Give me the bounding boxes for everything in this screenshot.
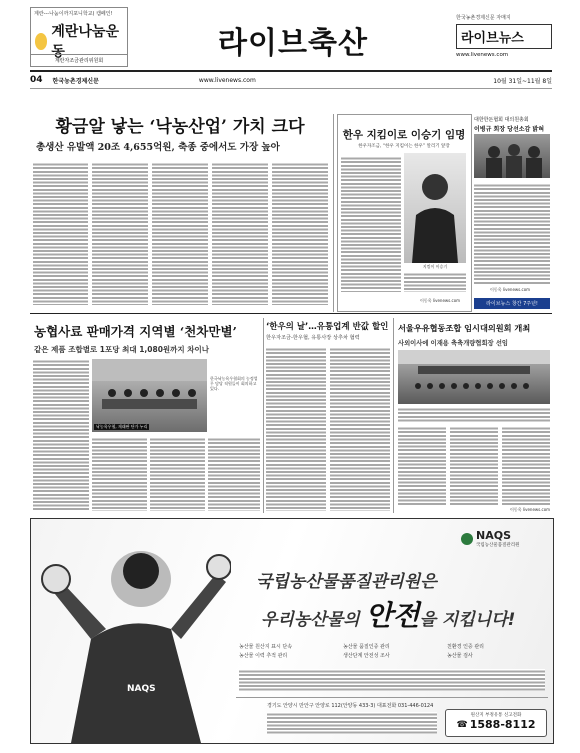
sidebar-photo — [474, 134, 550, 178]
article3-photo — [92, 359, 207, 432]
ad-footer-rule — [236, 697, 548, 698]
article5-subhead: 사외이사에 이재용 축축개량협회장 선임 — [398, 340, 508, 347]
article3-headline: 농협사료 판매가격 지역별 ‘천차만별’ — [34, 324, 237, 339]
masthead-title: 라이브축산 — [218, 26, 368, 61]
article5-col-2 — [450, 426, 498, 506]
article3-col-4 — [208, 437, 260, 511]
ad-phone-box — [445, 709, 547, 737]
ad-slogan-big: 안전 — [365, 599, 420, 632]
service-item: 농산물 검사 — [447, 653, 473, 659]
left-badge — [30, 7, 128, 67]
article3-col-3 — [150, 437, 205, 511]
article2-photo — [404, 153, 466, 263]
ad-services — [239, 643, 545, 659]
sidebar-text — [474, 183, 550, 285]
info-bar-top-rule — [30, 70, 552, 72]
article5-col-3 — [502, 426, 550, 506]
article3-photo-caption: 낙농육우협, 재래판 단가 누리 — [96, 424, 148, 429]
service-item: 농산물 이력 추적 관리 — [239, 653, 288, 659]
ad-brand-sub: 국립농산물품질관리원 — [476, 543, 520, 548]
ad-phone-number: 1588-8112 — [469, 718, 536, 731]
sidebar-subtitle: 이병규 회장 당선소감 밝혀 — [474, 126, 545, 133]
article5-headline: 서울우유협동조합 임시대의원회 개최 — [398, 323, 531, 333]
meeting-crowd-icon — [474, 134, 550, 178]
info-bar — [30, 74, 552, 86]
col-divider — [333, 114, 334, 312]
service-item: 농산물 품질인증 관리 — [343, 644, 390, 650]
article5-photo — [398, 350, 550, 404]
ad-slogan-part-b: 을 지킵니다! — [419, 610, 516, 630]
right-badge — [456, 14, 552, 66]
article3-col-1 — [33, 359, 89, 511]
naqs-logo-icon — [461, 533, 473, 545]
article5-byline: 이동욱 livenews.com — [510, 507, 551, 512]
info-bar-bottom-rule — [30, 88, 552, 89]
conference-room-icon — [92, 359, 207, 432]
service-item: 생산단계 안전성 조사 — [343, 653, 390, 659]
ad-slogan-line2 — [261, 594, 515, 634]
sidebar-ad-line: 라이브뉴스 창간 7주년! — [474, 298, 550, 309]
ad-service-details — [239, 669, 545, 691]
article3-col-2 — [92, 437, 147, 511]
sidebar-title: 대한한돈협회 대의원총회 — [474, 117, 529, 123]
ad-contacts — [267, 712, 437, 734]
section-rule-1 — [30, 313, 552, 314]
article5-photo-note — [398, 407, 550, 422]
goalkeeper-illustration — [31, 519, 231, 743]
ad-brand: NAQS — [476, 529, 511, 542]
paper-name: 한국농촌경제신문 — [52, 77, 99, 85]
article1-col-2 — [92, 162, 148, 305]
right-badge-title: 라이브뉴스 — [456, 24, 552, 49]
ad-slogan-line1: 국립농산물품질관리원은 — [256, 572, 437, 592]
article2-subhead: 한우자조금, “한우 지킴이는 한우” 알리기 앞장 — [358, 144, 450, 149]
service-item: 농산물 원산지 표시 단속 — [239, 644, 293, 650]
article1-col-1 — [33, 162, 88, 305]
site-url: www.livenews.com — [198, 76, 256, 84]
ad-address: 경기도 안양시 만안구 안양로 112(안양동 433-3) 대표전화 031-446-0124 — [267, 703, 434, 709]
article1-subhead: 총생산 유발액 20조 4,655억원, 축종 중에서도 가장 높아 — [36, 142, 280, 153]
article2-byline: 이동욱 livenews.com — [420, 298, 461, 303]
article3-photo-note: 한국낙농육우협회의 농정업무 담당 직원들이 회의하고 있다. — [210, 376, 258, 391]
article1-headline: 황금알 낳는 ‘낙농산업’ 가치 크다 — [55, 117, 305, 137]
ad-slogan-part-a: 우리농산물의 — [261, 610, 366, 630]
sidebar-byline: 이동욱 livenews.com — [490, 287, 531, 292]
article2-photo-caption: 지킴이 이승기 — [422, 264, 448, 269]
left-badge-tagline: 계란---나눔이까지포니학교) 캠페인! — [34, 11, 113, 17]
page-number: 04 — [30, 75, 43, 85]
article1-col-4 — [212, 162, 268, 305]
assembly-hall-icon — [398, 350, 550, 404]
article2-col-2 — [404, 272, 466, 292]
ad-box — [30, 518, 554, 744]
issue-date: 10월 31일~11월 8일 — [493, 77, 552, 85]
left-badge-title: 계란나눔운동 — [51, 24, 119, 60]
naqs-jersey-label: NAQS — [127, 684, 156, 694]
right-badge-url: www.livenews.com — [456, 52, 509, 58]
article2-col-1 — [341, 156, 401, 292]
article4-headline: ‘한우의 날’…유통업계 반값 할인 — [266, 322, 389, 332]
service-item: 친환경 인증 관리 — [447, 644, 484, 650]
phone-icon: ☎ — [456, 719, 468, 730]
article1-col-5 — [272, 162, 328, 305]
col-divider-3 — [393, 318, 394, 513]
left-badge-sub: 계란자조금관리위원회 — [31, 54, 127, 66]
ad-logo — [461, 529, 519, 548]
col-divider-2 — [263, 318, 264, 513]
article4-subhead: 한우자조금-한우협, 유통사장 상추차 협력 — [266, 335, 360, 341]
right-badge-tagline: 한국농촌경제신문 자매지 — [456, 15, 511, 21]
article3-subhead: 같은 제품 조합별로 1포당 최대 1,080원까지 차이나 — [34, 345, 210, 354]
article4-col-2 — [330, 347, 390, 511]
article4-col-1 — [266, 347, 326, 511]
person-silhouette-icon — [404, 153, 466, 263]
ad-phone-label: 원산지 부정유통 신고전화 — [470, 713, 522, 718]
article5-col-1 — [398, 426, 446, 506]
article2-headline: 한우 지킴이로 이승기 임명 — [342, 129, 466, 141]
article1-col-3 — [152, 162, 208, 305]
egg-icon — [35, 33, 47, 50]
